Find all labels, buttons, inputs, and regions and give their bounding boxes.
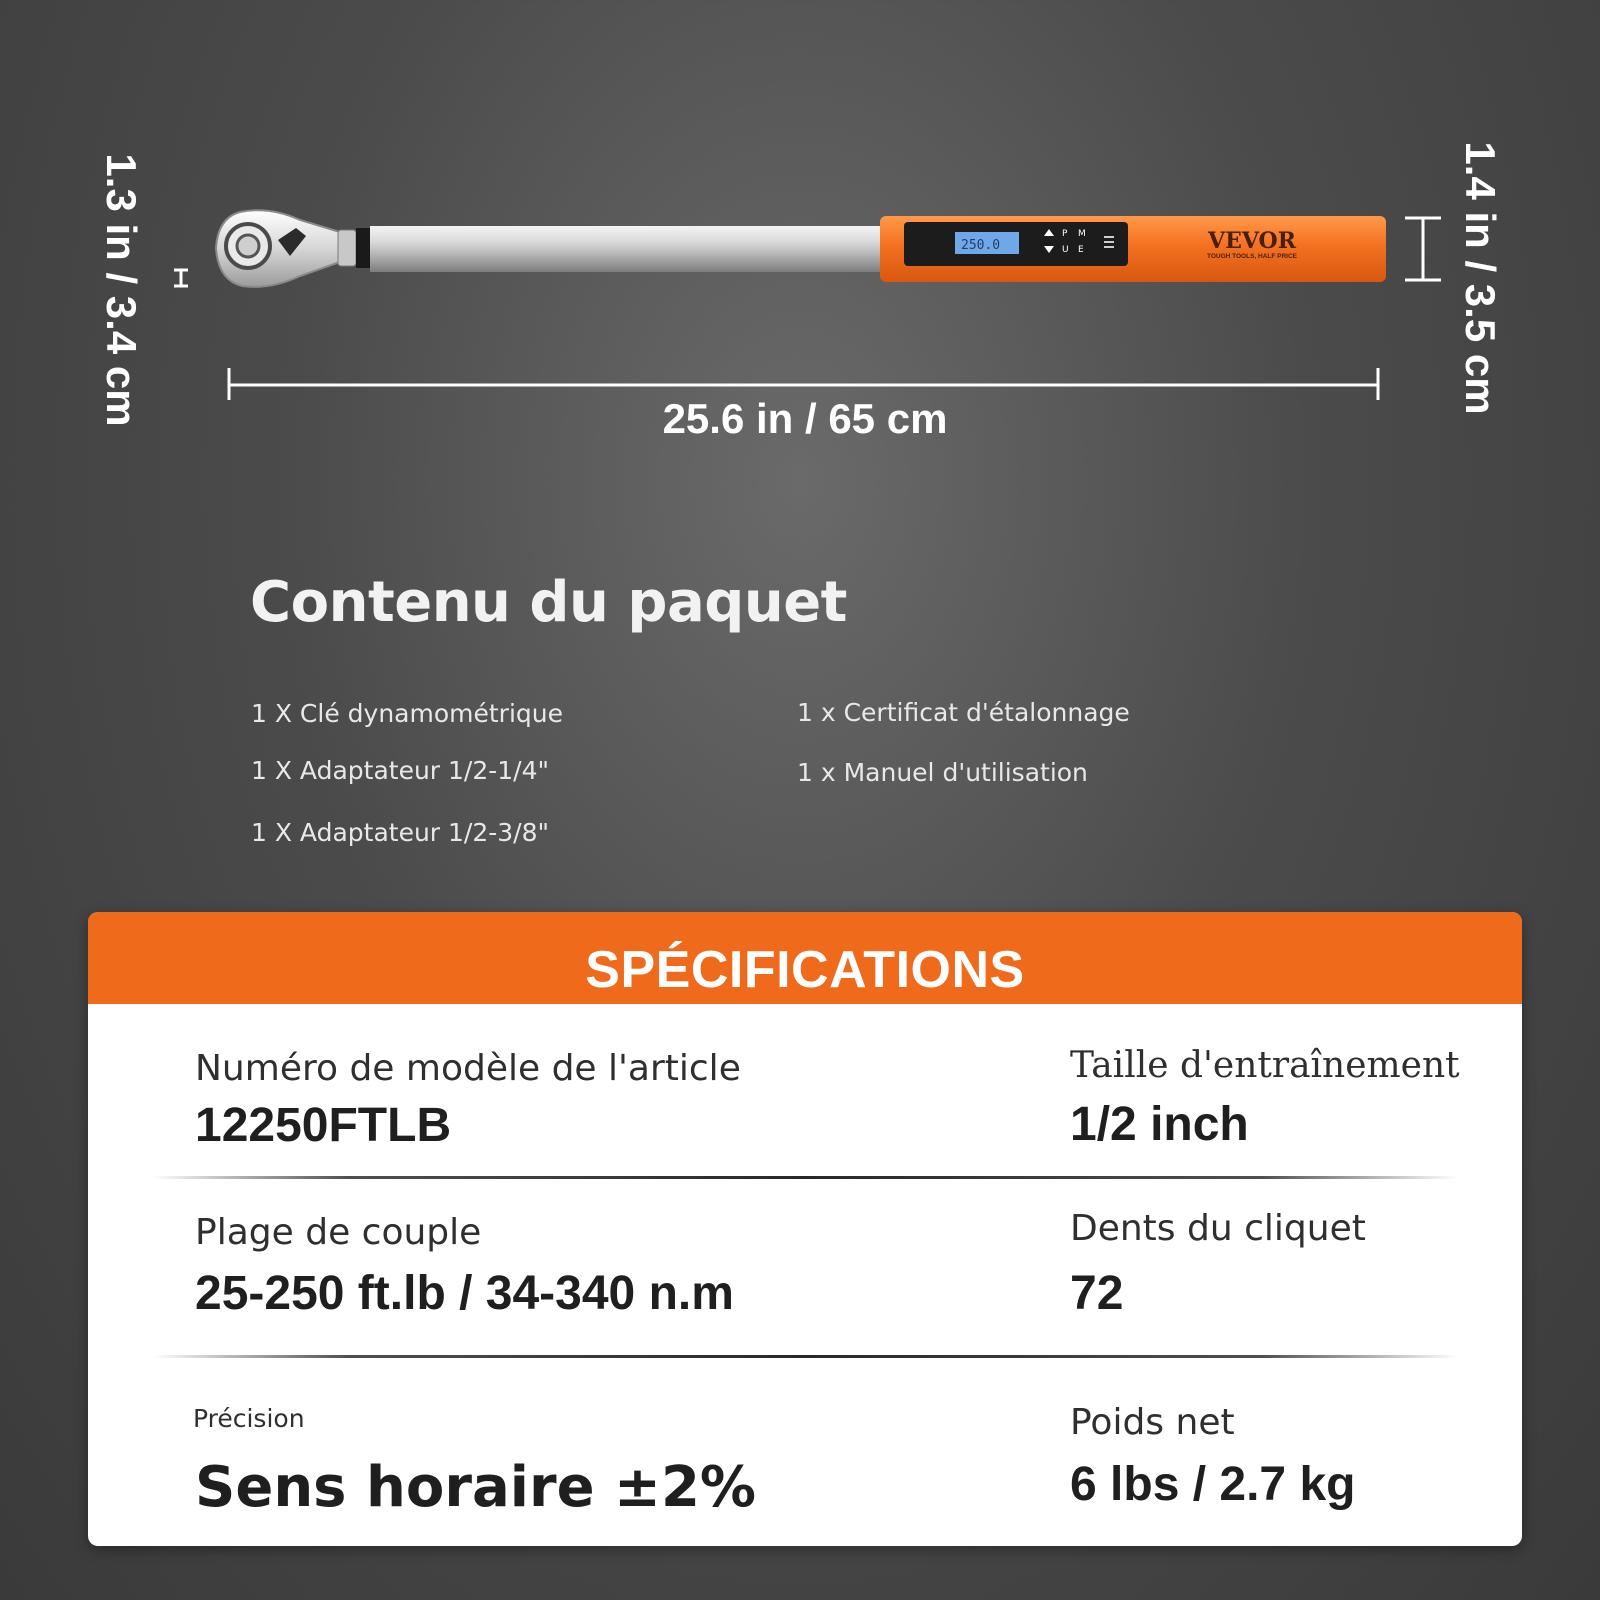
- handle-height-label: 1.4 in / 3.5 cm: [1457, 141, 1504, 415]
- wrench-handle: [880, 216, 1386, 282]
- row-divider: [152, 1355, 1458, 1358]
- row-divider: [152, 1176, 1458, 1179]
- ratchet-teeth-value: 72: [1070, 1267, 1124, 1320]
- length-label: 25.6 in / 65 cm: [662, 395, 948, 442]
- ratchet-teeth-label: Dents du cliquet: [1070, 1208, 1366, 1249]
- torque-wrench-image: [0, 0, 1600, 460]
- package-item: 1 x Manuel d'utilisation: [797, 758, 1088, 787]
- torque-range-label: Plage de couple: [195, 1212, 482, 1253]
- net-weight-value: 6 lbs / 2.7 kg: [1070, 1458, 1356, 1511]
- button-p[interactable]: P: [1062, 229, 1068, 239]
- package-contents-title: Contenu du paquet: [250, 570, 847, 635]
- button-m[interactable]: M: [1078, 229, 1086, 239]
- wrench-shaft: [370, 226, 882, 272]
- drive-size-label: Taille d'entraînement: [1070, 1045, 1460, 1086]
- display-reading: 250.0: [961, 238, 1001, 253]
- model-value: 12250FTLB: [195, 1099, 452, 1152]
- specifications-card: [88, 912, 1522, 1546]
- package-item: 1 x Certificat d'étalonnage: [797, 698, 1130, 727]
- package-item: 1 X Clé dynamométrique: [251, 699, 563, 728]
- package-item: 1 X Adaptateur 1/2-3/8": [251, 818, 550, 847]
- button-u[interactable]: U: [1062, 245, 1069, 255]
- button-e[interactable]: E: [1078, 245, 1084, 255]
- net-weight-label: Poids net: [1070, 1402, 1235, 1443]
- brand-logo: VEVOR: [1208, 228, 1296, 254]
- torque-range-value: 25-250 ft.lb / 34-340 n.m: [195, 1267, 734, 1320]
- head-height-label: 1.3 in / 3.4 cm: [98, 153, 145, 427]
- model-label: Numéro de modèle de l'article: [195, 1048, 741, 1089]
- precision-value: Sens horaire ±2%: [195, 1455, 757, 1520]
- package-item: 1 X Adaptateur 1/2-1/4": [251, 756, 550, 785]
- precision-label: Précision: [193, 1404, 305, 1433]
- specifications-header: [88, 912, 1522, 1004]
- ratchet-head: [216, 210, 370, 287]
- drive-size-value: 1/2 inch: [1070, 1098, 1249, 1151]
- specifications-title: SPÉCIFICATIONS: [585, 941, 1025, 999]
- brand-tagline: TOUGH TOOLS, HALF PRICE: [1206, 253, 1298, 260]
